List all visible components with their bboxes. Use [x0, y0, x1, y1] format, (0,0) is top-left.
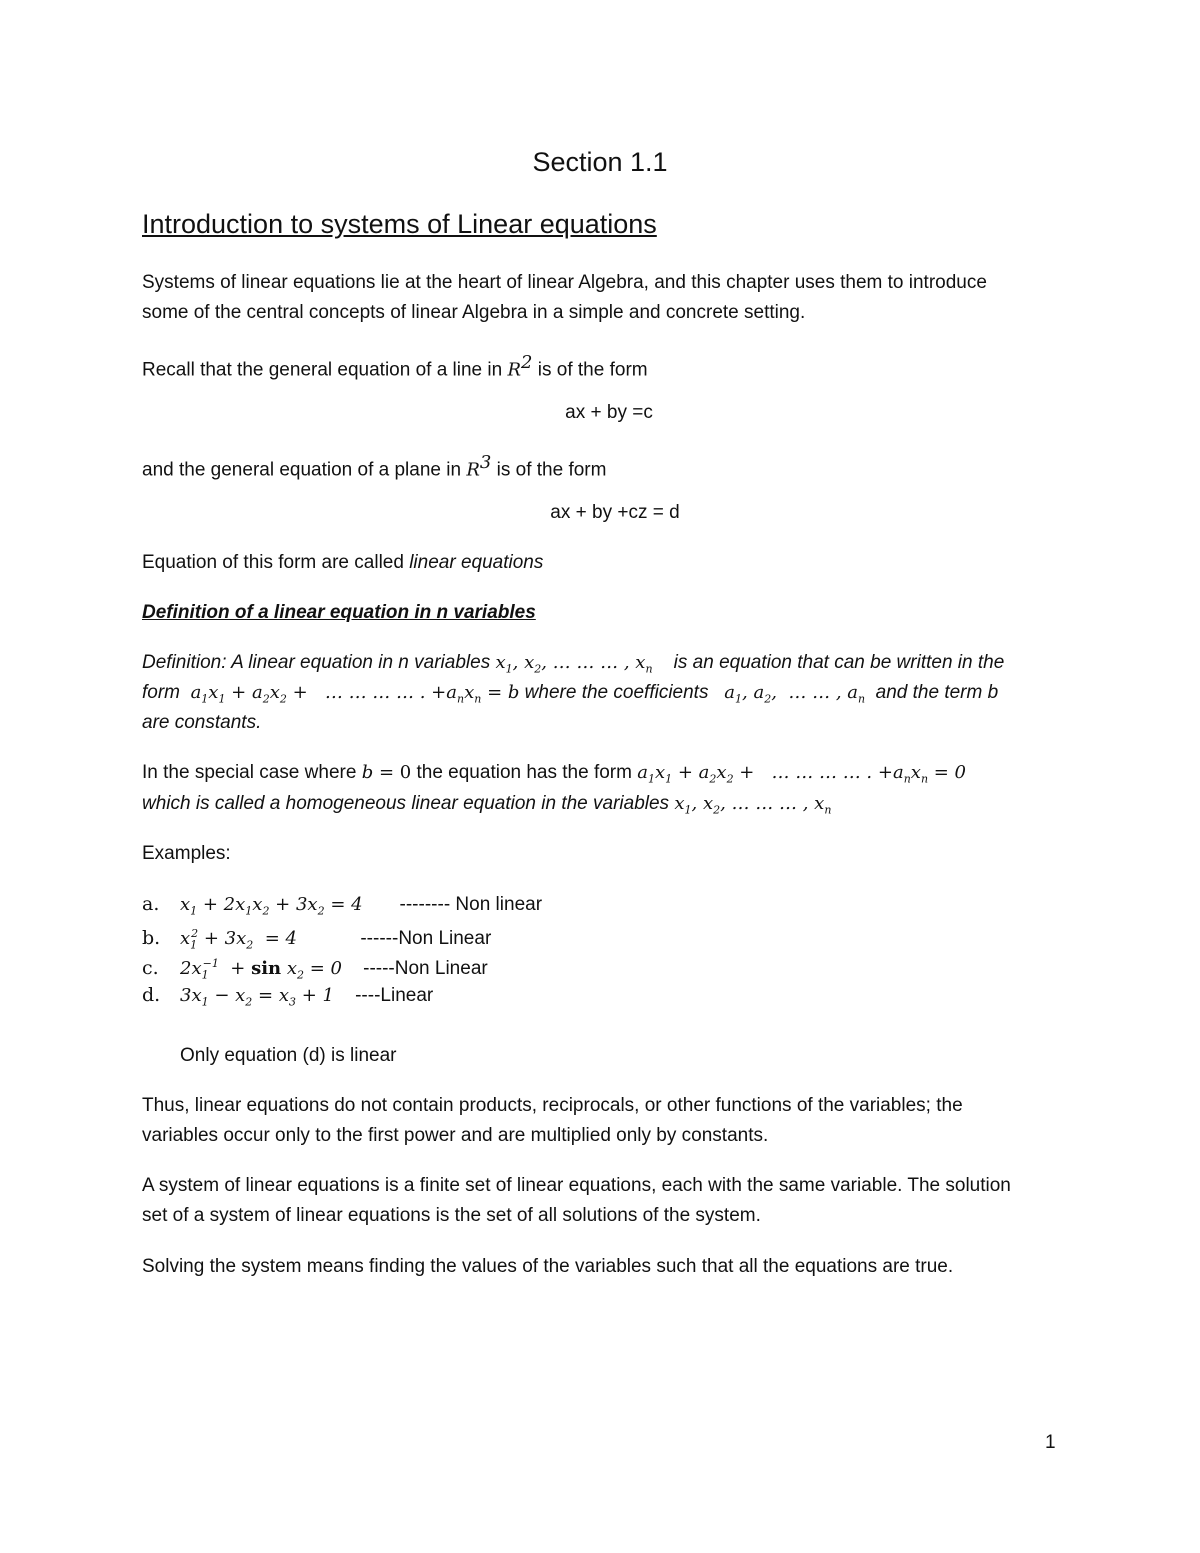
called-text: Equation of this form are called [142, 552, 410, 573]
space-power: 2 [521, 352, 533, 373]
variables-list: $x_1$, $x_2$, … … … , $x_n$ [674, 793, 832, 817]
b-equals-zero: b [361, 762, 374, 783]
thus-line-1: Thus, linear equations do not contain products, reciprocals, or other functions of the variables; the [142, 1095, 963, 1116]
example-letter: b. [142, 927, 161, 949]
definition-text-2b: where the coefficients [519, 682, 714, 703]
section-title: Section 1.1 [532, 147, 668, 177]
thus-line-2: variables occur only to the first power and are multiplied only by constants. [142, 1125, 769, 1146]
space-symbol: R [466, 459, 480, 481]
plane-text-before: and the general equation of a plane in [142, 459, 467, 481]
intro-line-2: some of the central concepts of linear Algebra in a simple and concrete setting. [142, 302, 806, 323]
called-line [142, 551, 543, 575]
recall-line [142, 351, 648, 382]
plane-text-after: is of the form [491, 459, 607, 481]
example-equation: $x_1 + 2x_1x_2 + 3x_2 = 4$ [180, 894, 363, 918]
example-label: ----Linear [355, 985, 434, 1006]
intro-line-1: Systems of linear equations lie at the heart of linear Algebra, and this chapter uses them to introduce [142, 272, 987, 293]
general-linear-equation: $a_1x_1 + a_2x_2$ + … … … … . $+a_nx_n = b$ [190, 682, 520, 706]
special-case-line-1: In the special case where b = 0 the equation has the form $a_1x_1 + a_2x_2$ + … … … … . $+a_nx_n = 0$ [142, 762, 967, 786]
example-letter: a. [142, 893, 160, 915]
system-line-2: set of a system of linear equations is the set of all solutions of the system. [142, 1205, 761, 1226]
coefficients-list: $a_1$, $a_2$, … … , $a_n$ [724, 682, 866, 706]
solving-line: Solving the system means finding the values of the variables such that all the equations are true. [142, 1256, 954, 1277]
example-d [142, 983, 433, 1015]
example-equation: $2x_1^{-1} + \sin x_2 = 0$ [180, 957, 342, 982]
example-label: -----Non Linear [363, 958, 488, 979]
page-number: 1 [1045, 1432, 1056, 1453]
definition-heading: Definition of a linear equation in n variables [142, 602, 536, 623]
definition-text-1b: is an equation that can be written in the [673, 652, 1005, 673]
homogeneous-equation: $a_1x_1 + a_2x_2$ + … … … … . $+a_nx_n = 0$ [637, 762, 967, 786]
example-a [142, 892, 542, 924]
variables-list: $x_1$, $x_2$, … … … , $x_n$ [495, 652, 653, 676]
special-text-2a: which is called a homogeneous linear equation in the variables [142, 793, 675, 814]
called-term: linear equations [409, 552, 544, 573]
special-text-1a: In the special case where [142, 762, 362, 783]
space-power: 3 [479, 452, 492, 473]
only-linear-note: Only equation (d) is linear [180, 1045, 397, 1066]
example-label: ------Non Linear [360, 928, 492, 949]
line-equation: ax + by =c [565, 402, 653, 423]
examples-label: Examples: [142, 843, 231, 864]
definition-line-2 [142, 681, 998, 712]
definition-text-2c: and the term b [870, 682, 999, 703]
example-label: -------- Non linear [399, 894, 543, 915]
example-equation: $3x_1 - x_2 = x_3 + 1$ [180, 985, 334, 1009]
special-text-1b: the equation has the form [411, 762, 638, 783]
system-line-1: A system of linear equations is a finite set of linear equations, each with the same variable. The solution [142, 1175, 1011, 1196]
special-case-line-2 [142, 792, 831, 823]
definition-line-1 [142, 651, 1004, 682]
page-heading: Introduction to systems of Linear equations [142, 209, 657, 239]
example-equation: $x_1^2 + 3x_2 = 4$ [180, 927, 297, 952]
recall-text-after: is of the form [532, 359, 648, 381]
recall-text-before: Recall that the general equation of a line in [142, 359, 508, 381]
plane-equation: ax + by +cz = d [550, 502, 680, 523]
space-symbol: R [507, 359, 522, 381]
definition-text-2a: form [142, 682, 186, 703]
definition-line-3: are constants. [142, 712, 262, 733]
example-letter: c. [142, 957, 159, 979]
plane-line [142, 451, 606, 482]
definition-text-1a: Definition: A linear equation in n variables [142, 652, 496, 673]
example-letter: d. [142, 984, 161, 1006]
